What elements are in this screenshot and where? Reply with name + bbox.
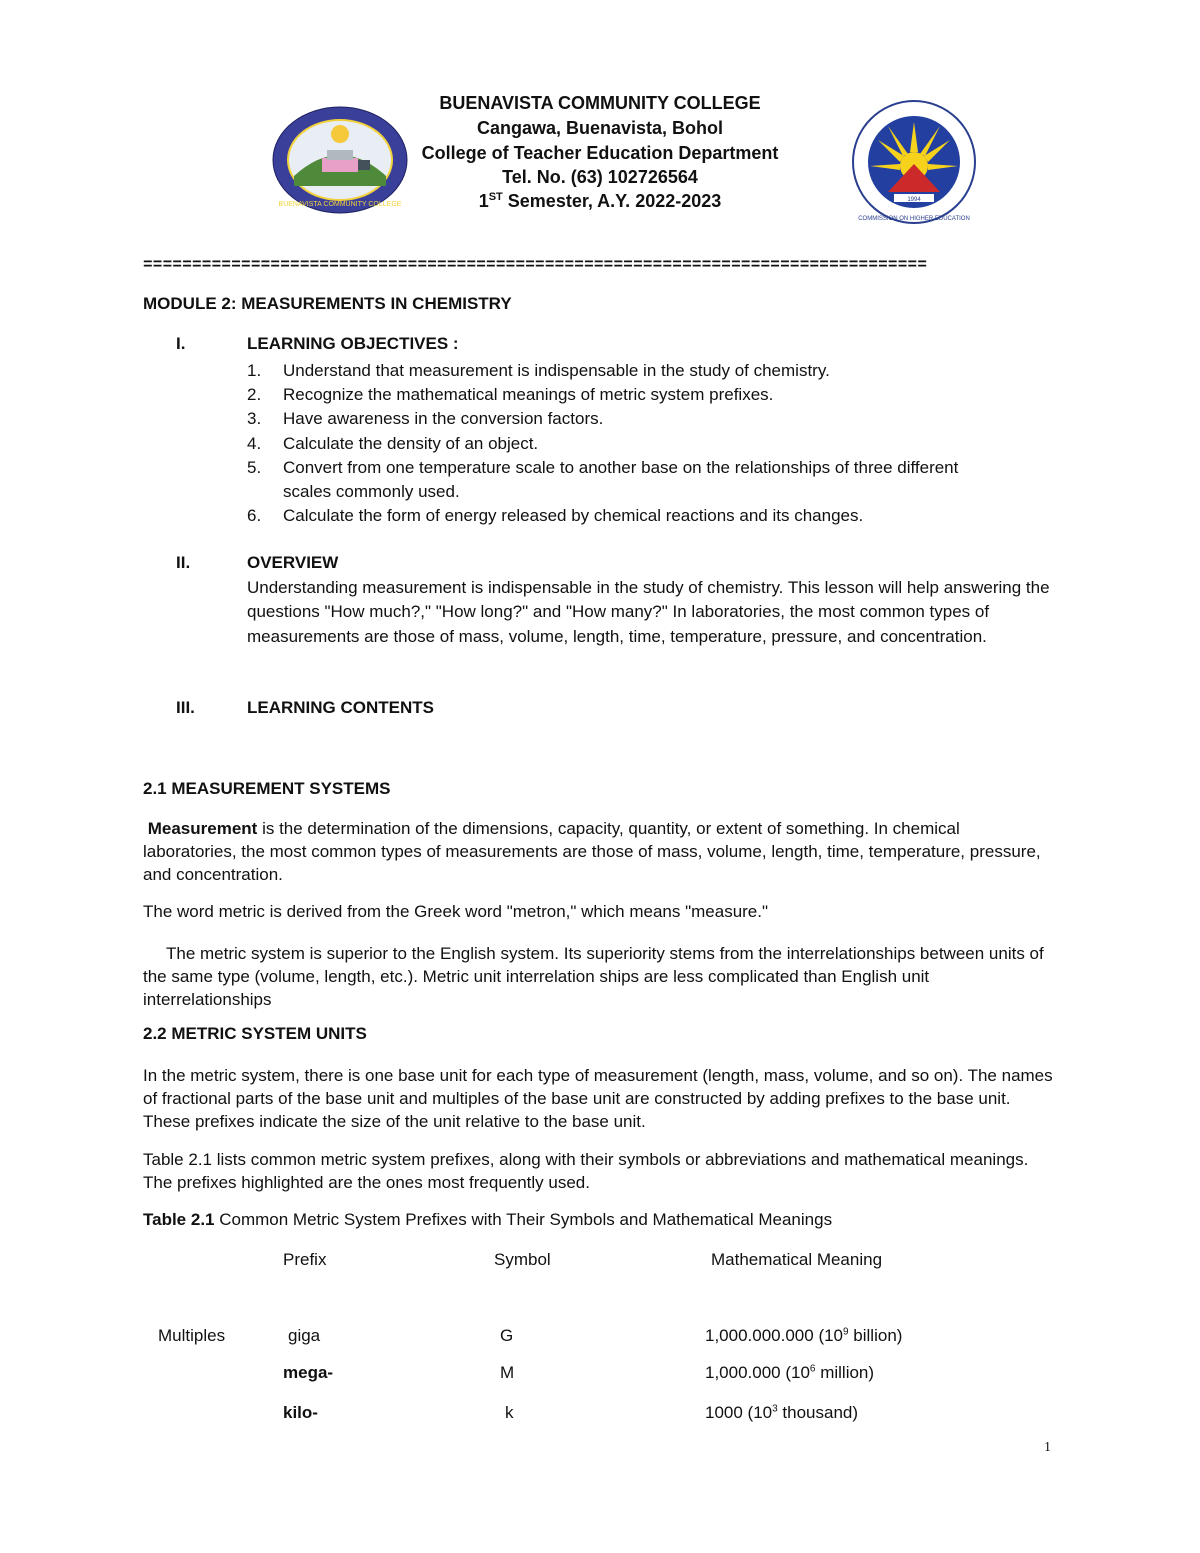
svg-text:COMMISSION ON HIGHER EDUCATION: COMMISSION ON HIGHER EDUCATION (858, 216, 970, 222)
table-cell-meaning: 1000 ($10^3$ thousand) (705, 1403, 859, 1422)
table-cell-symbol: G (500, 1326, 514, 1345)
section-numeral-contents: III. (176, 698, 195, 717)
table-group-label: Multiples (158, 1326, 226, 1345)
table-cell-prefix: kilo- (283, 1403, 318, 1422)
metric-superiority-paragraph: The metric system is superior to the English system. Its superiority stems from the interrelationships between units of the same type (volume, length, etc.). Metric unit interrelation ships are less complicated than English unit interrelationships (143, 944, 1044, 1009)
objectives-list (247, 359, 1047, 528)
college-name: BUENAVISTA COMMUNITY COLLEGE (439, 93, 761, 113)
metric-origin-paragraph: The word metric is derived from the Greek word "metron," which means "measure." (143, 902, 769, 921)
svg-text:BUENAVISTA COMMUNITY COLLEGE: BUENAVISTA COMMUNITY COLLEGE (278, 201, 402, 208)
college-address: Cangawa, Buenavista, Bohol (476, 118, 724, 138)
table-cell-meaning: 1,000.000.000 ($10^9$ billion) (705, 1326, 903, 1345)
department-name: College of Teacher Education Department (421, 143, 779, 163)
svg-text:1994: 1994 (907, 197, 921, 203)
section-2-2-title: 2.2 METRIC SYSTEM UNITS (143, 1024, 367, 1043)
divider: ================================================================================ (143, 256, 928, 274)
list-item: 4. Calculate the density of an object. (247, 433, 539, 453)
metric-units-paragraph: In the metric system, there is one base unit for each type of measurement (length, mass, volume, and so on). The names of fractional parts of the base unit and multiples of the base unit are constructed by adding prefixes to the base unit. These prefixes indicate the size of the unit relative to the base unit. (143, 1066, 1053, 1131)
section-numeral-overview: II. (176, 553, 191, 572)
table-cell-symbol: M (500, 1363, 515, 1382)
table-cell-symbol: k (505, 1403, 514, 1422)
section-numeral-objectives: I. (176, 334, 186, 353)
measurement-paragraph: Measurement is the determination of the dimensions, capacity, quantity, or extent of something. In chemical laboratories, the most common types of measurements are those of mass, volume, length, time, temperature, pressure, and concentration. (143, 819, 1041, 884)
table-cell-meaning: 1,000.000 ($10^6$ million) (705, 1363, 875, 1382)
list-item: 2. Recognize the mathematical meanings of metric system prefixes. (247, 385, 774, 405)
overview-text: Understanding measurement is indispensable in the study of chemistry. This lesson will help answering the questions "How much?," "How long?" and "How many?" In laboratories, the most common types of measurements are those of mass, volume, length, time, temperature, pressure, and concentration. (247, 578, 1050, 646)
telephone: Tel. No. (63) 102726564 (502, 167, 698, 187)
table-header-prefix: Prefix (283, 1250, 327, 1269)
table-cell-prefix: giga (288, 1326, 321, 1345)
table-caption: Table 2.1 Common Metric System Prefixes with Their Symbols and Mathematical Meanings (143, 1210, 833, 1229)
table-intro-paragraph: Table 2.1 lists common metric system prefixes, along with their symbols or abbreviations and mathematical meanings. The prefixes highlighted are the ones most frequently used. (143, 1150, 1029, 1192)
semester: 1ST Semester, A.Y. 2022-2023 (478, 191, 722, 211)
module-title: MODULE 2: MEASUREMENTS IN CHEMISTRY (143, 294, 512, 313)
table-header-symbol: Symbol (494, 1250, 551, 1269)
table-header-meaning: Mathematical Meaning (711, 1250, 883, 1269)
table-cell-prefix: mega- (283, 1363, 334, 1382)
list-item: 5. Convert from one temperature scale to another base on the relationships of three different scales commonly used. (247, 457, 959, 502)
contents-title: LEARNING CONTENTS (247, 698, 434, 717)
section-2-1-title: 2.1 MEASUREMENT SYSTEMS (143, 779, 391, 798)
list-item: 1. Understand that measurement is indispensable in the study of chemistry. (247, 361, 830, 380)
objectives-title: LEARNING OBJECTIVES : (247, 334, 459, 353)
page-number: 1 (1044, 1440, 1051, 1455)
overview-title: OVERVIEW (247, 553, 339, 572)
list-item: 3. Have awareness in the conversion factors. (247, 409, 604, 429)
list-item: 6. Calculate the form of energy released by chemical reactions and its changes. (247, 506, 864, 526)
